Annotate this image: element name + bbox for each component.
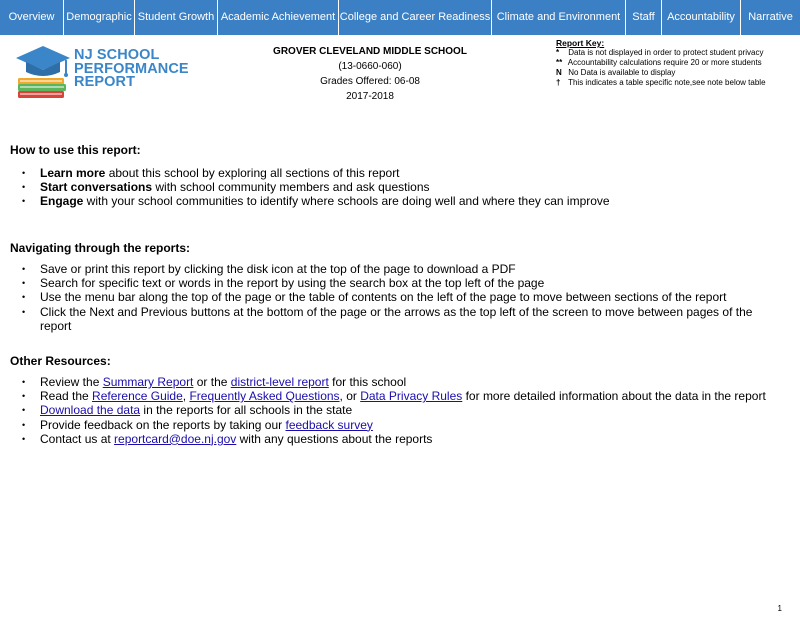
summary-report-link[interactable]: Summary Report [102, 375, 194, 389]
item-text: Review the [40, 375, 103, 389]
school-header [240, 44, 500, 104]
top-nav [0, 0, 800, 35]
logo-line-3: REPORT [74, 74, 136, 90]
key-text: No Data is available to display [568, 68, 676, 77]
navigating-title: Navigating through the reports: [10, 241, 190, 255]
report-key-title: Report Key: [556, 38, 605, 48]
key-row [556, 68, 796, 78]
item-text: for this school [328, 375, 407, 389]
key-text: Data is not displayed in order to protect student privacy [568, 48, 764, 57]
district-report-link[interactable]: district-level report [230, 375, 329, 389]
logo-text [74, 49, 189, 90]
item-text: Contact us at [40, 431, 115, 446]
grades-offered: Grades Offered: 06-08 [320, 76, 420, 87]
nav-overview[interactable]: Overview [0, 0, 64, 35]
list-item [20, 180, 780, 194]
contact-email-link[interactable]: reportcard@doe.nj.gov [114, 431, 237, 446]
logo-line-1: NJ SCHOOL [74, 47, 160, 63]
key-row [556, 58, 796, 68]
list-item [20, 194, 780, 208]
navigating-list [20, 262, 780, 333]
item-bold: Start conversations [40, 180, 153, 195]
nav-academic-achievement[interactable]: Academic Achievement [218, 0, 339, 35]
nav-student-growth[interactable]: Student Growth [135, 0, 218, 35]
graduation-cap-books-icon [12, 40, 74, 102]
list-item: • Save or print this report by clicking the disk icon at the top of the page to download a PDF [20, 262, 780, 276]
item-text: Provide feedback on the reports by taking our [40, 417, 286, 432]
list-item [20, 418, 780, 432]
report-key [556, 38, 796, 88]
nav-college-career-readiness[interactable]: College and Career Readiness [339, 0, 492, 35]
list-item: • Use the menu bar along the top of the page or the table of contents on the left of the page to move between sections of the report [20, 290, 780, 304]
item-text: Read the [40, 389, 93, 404]
item-text: in the reports for all schools in the state [140, 403, 353, 418]
list-item [20, 166, 780, 180]
page-number: 1 [777, 604, 782, 613]
key-symbol: * [556, 48, 560, 57]
item-text: or the [193, 375, 231, 389]
item-bold: Learn more [40, 166, 106, 180]
key-symbol: N [556, 68, 562, 77]
item-text: with your school communities to identify where schools are doing well and where they can improve [83, 194, 610, 209]
key-text: This indicates a table specific note,see note below table [568, 78, 766, 87]
key-row [556, 48, 796, 58]
list-item [20, 389, 780, 403]
nav-staff[interactable]: Staff [626, 0, 662, 35]
faq-link[interactable]: Frequently Asked Questions [189, 389, 340, 404]
data-privacy-rules-link[interactable]: Data Privacy Rules [360, 389, 463, 404]
nav-accountability[interactable]: Accountability [662, 0, 741, 35]
item-text: , or [339, 389, 361, 404]
how-to-use-list [20, 166, 780, 209]
school-year: 2017-2018 [346, 91, 394, 102]
key-text: Accountability calculations require 20 or more students [567, 58, 762, 67]
list-item: • Search for specific text or words in the report by using the search box at the top left of the page [20, 276, 780, 290]
list-item [20, 375, 780, 389]
nav-climate-environment[interactable]: Climate and Environment [492, 0, 626, 35]
school-name: GROVER CLEVELAND MIDDLE SCHOOL [273, 46, 467, 57]
item-text: with any questions about the reports [236, 431, 433, 446]
reference-guide-link[interactable]: Reference Guide [92, 389, 183, 404]
list-item [20, 432, 780, 446]
nav-narrative[interactable]: Narrative [741, 0, 800, 35]
key-symbol: † [556, 78, 561, 87]
item-text: about this school by exploring all sections of this report [105, 166, 400, 180]
how-to-use-title: How to use this report: [10, 143, 141, 157]
item-text: for more detailed information about the data in the report [462, 389, 766, 404]
feedback-survey-link[interactable]: feedback survey [285, 417, 373, 432]
nav-demographic[interactable]: Demographic [64, 0, 135, 35]
school-code: (13-0660-060) [338, 61, 402, 72]
list-item [20, 403, 780, 417]
key-symbol: ** [556, 58, 563, 67]
logo-line-2: PERFORMANCE [74, 60, 189, 77]
nj-spr-logo [12, 40, 187, 102]
download-data-link[interactable]: Download the data [40, 403, 141, 418]
item-bold: Engage [40, 194, 84, 209]
item-text: with school community members and ask questions [152, 180, 430, 195]
other-resources-list [20, 375, 780, 446]
other-resources-title: Other Resources: [10, 354, 111, 368]
item-text: , [182, 389, 190, 404]
list-item: • Click the Next and Previous buttons at the bottom of the page or the arrows as the top left of the screen to move between pages of the report [20, 305, 780, 333]
key-row [556, 78, 796, 88]
